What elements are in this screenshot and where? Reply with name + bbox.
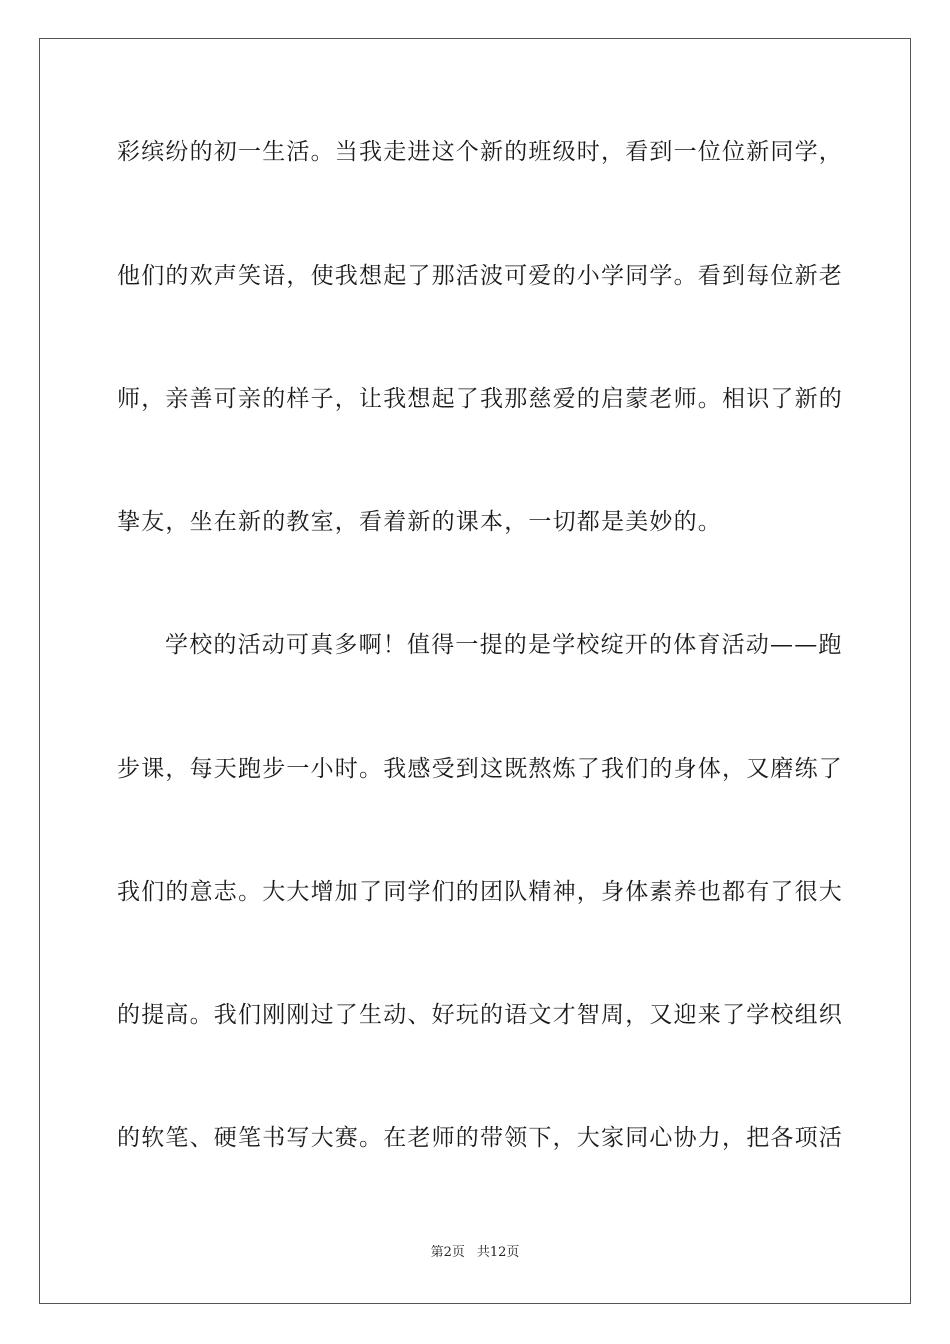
page-footer	[0, 1244, 950, 1262]
body-text-line: 他们的欢声笑语，使我想起了那活波可爱的小学同学。看到每位新老	[117, 263, 843, 289]
body-text-line: 师，亲善可亲的样子，让我想起了我那慈爱的启蒙老师。相识了新的	[117, 386, 843, 412]
body-text-line: 我们的意志。大大增加了同学们的团队精神，身体素养也都有了很大	[117, 879, 843, 905]
page-total: 共12页	[476, 1245, 520, 1260]
body-text-line: 步课，每天跑步一小时。我感受到这既熬炼了我们的身体，又磨练了	[117, 756, 843, 782]
body-text-line: 的软笔、硬笔书写大赛。在老师的带领下，大家同心协力，把各项活	[117, 1125, 843, 1151]
body-text-line: 挚友，坐在新的教室，看着新的课本，一切都是美妙的。	[117, 509, 722, 535]
paragraph-start-line: 学校的活动可真多啊！值得一提的是学校绽开的体育活动——跑	[165, 632, 843, 658]
page-border	[39, 38, 911, 1304]
page-number: 第2页	[430, 1245, 465, 1260]
body-text-line: 的提高。我们刚刚过了生动、好玩的语文才智周，又迎来了学校组织	[117, 1002, 843, 1028]
body-text-line: 彩缤纷的初一生活。当我走进这个新的班级时，看到一位位新同学，	[117, 139, 843, 165]
